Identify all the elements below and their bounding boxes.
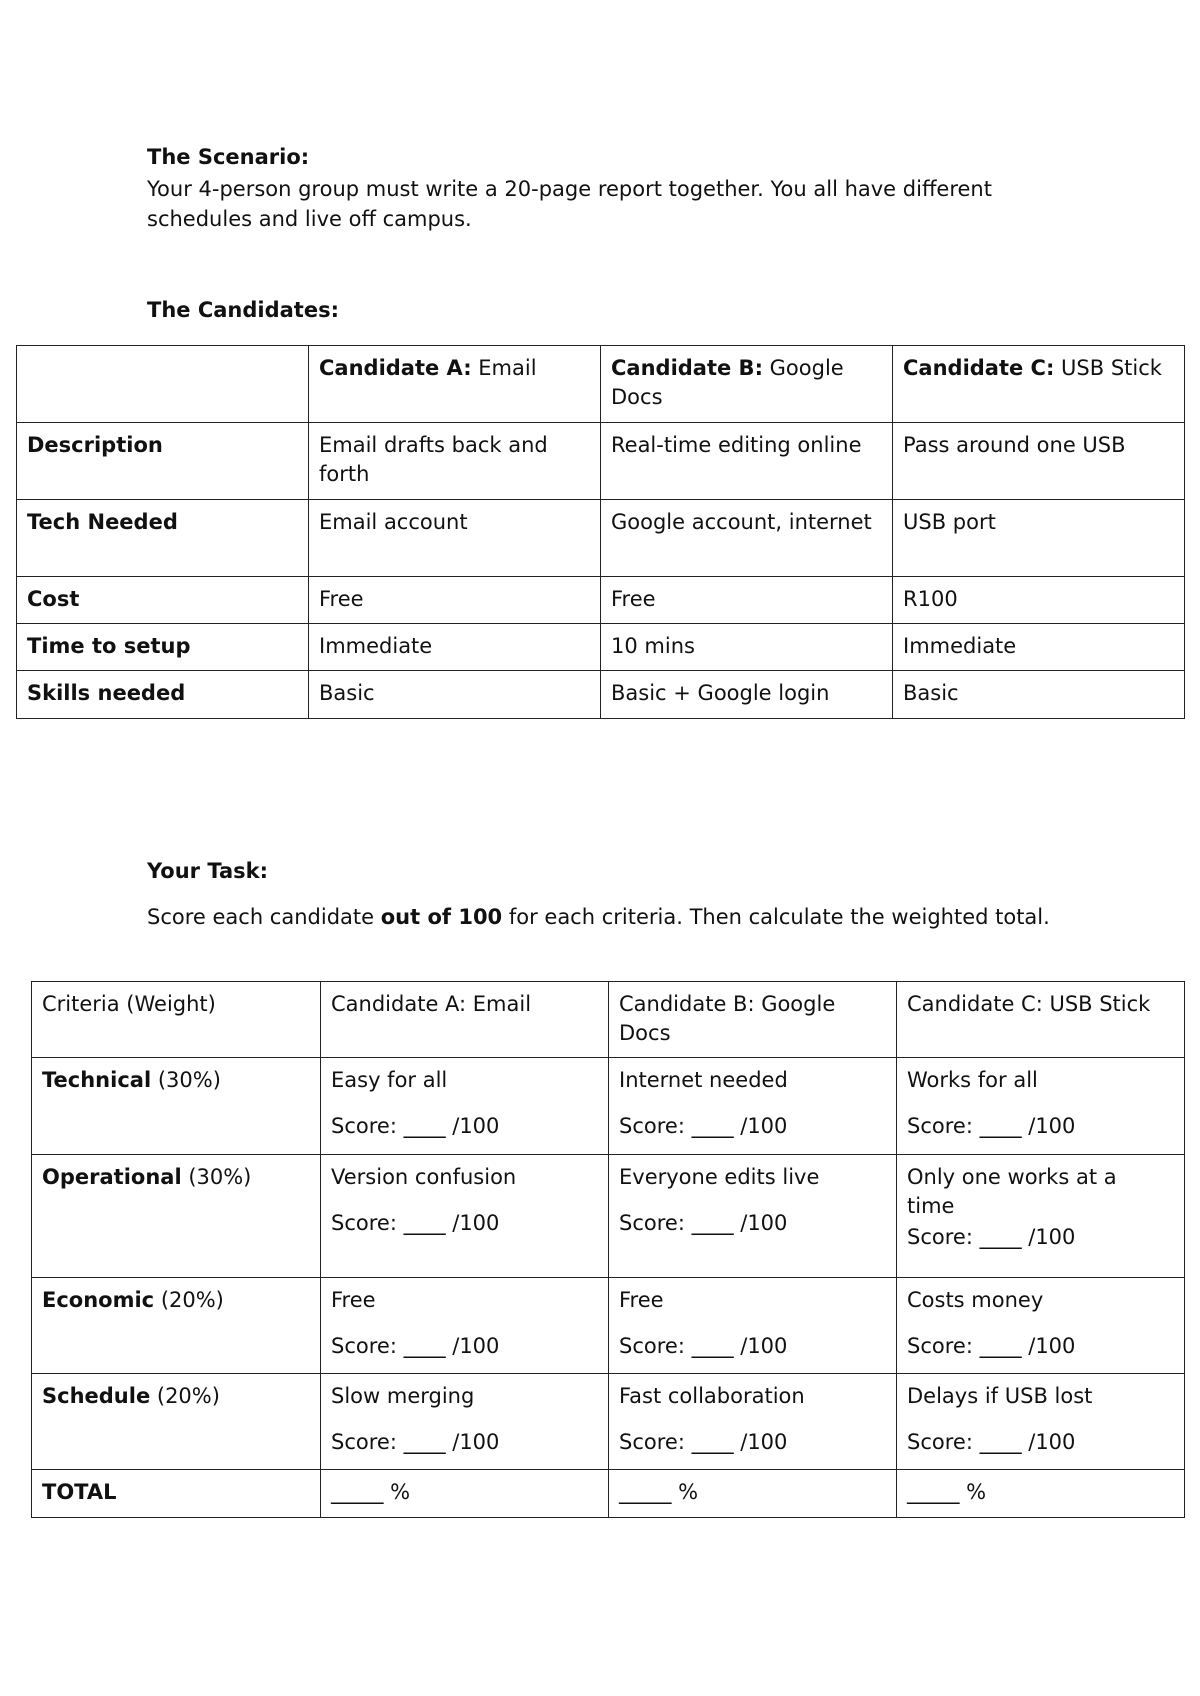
table-cell: Basic bbox=[893, 671, 1185, 719]
table-cell: Email drafts back and forth bbox=[309, 423, 601, 500]
task-heading: Your Task: bbox=[147, 859, 268, 883]
criteria-row bbox=[32, 1374, 1185, 1470]
task-text: Score each candidate out of 100 for each criteria. Then calculate the weighted total. bbox=[147, 905, 1050, 929]
table-cell: Immediate bbox=[893, 624, 1185, 671]
score-blank: Score: ____ /100 bbox=[907, 1114, 1076, 1138]
table-cell: 10 mins bbox=[601, 624, 893, 671]
row-label: Description bbox=[17, 423, 309, 500]
criteria-label: Operational (30%) bbox=[32, 1155, 321, 1278]
candidates-header-row bbox=[17, 346, 1185, 423]
scoring-header-cell: Criteria (Weight) bbox=[32, 982, 321, 1058]
scoring-header-cell: Candidate B: Google Docs bbox=[609, 982, 897, 1058]
score-cell: Version confusion Score: ____ /100 bbox=[321, 1155, 609, 1278]
table-cell: USB port bbox=[893, 500, 1185, 577]
table-row bbox=[17, 577, 1185, 624]
criteria-row bbox=[32, 1155, 1185, 1278]
scenario-text: Your 4-person group must write a 20-page report together. You all have different schedules and live off campus. bbox=[147, 177, 992, 231]
candidates-table bbox=[16, 345, 1185, 719]
row-label: Cost bbox=[17, 577, 309, 624]
table-cell: R100 bbox=[893, 577, 1185, 624]
criteria-row bbox=[32, 1058, 1185, 1155]
total-blank: _____ % bbox=[897, 1470, 1185, 1518]
criteria-row bbox=[32, 1278, 1185, 1374]
table-cell: Free bbox=[309, 577, 601, 624]
candidates-header-cell: Candidate B: Google Docs bbox=[601, 346, 893, 423]
score-cell: Works for all Score: ____ /100 bbox=[897, 1058, 1185, 1155]
score-blank: Score: ____ /100 bbox=[907, 1430, 1076, 1454]
table-cell: Real-time editing online bbox=[601, 423, 893, 500]
scoring-table bbox=[31, 981, 1185, 1518]
criteria-label: Technical (30%) bbox=[32, 1058, 321, 1155]
candidates-header-cell: Candidate A: Email bbox=[309, 346, 601, 423]
candidates-header-cell: Candidate C: USB Stick bbox=[893, 346, 1185, 423]
score-cell: Slow merging Score: ____ /100 bbox=[321, 1374, 609, 1470]
score-blank: Score: ____ /100 bbox=[619, 1334, 788, 1358]
table-row bbox=[17, 671, 1185, 719]
scenario-heading: The Scenario: bbox=[147, 145, 310, 169]
candidates-header-cell bbox=[17, 346, 309, 423]
score-blank: Score: ____ /100 bbox=[331, 1430, 500, 1454]
table-row bbox=[17, 624, 1185, 671]
score-blank: Score: ____ /100 bbox=[331, 1211, 500, 1235]
criteria-label: Schedule (20%) bbox=[32, 1374, 321, 1470]
candidates-heading: The Candidates: bbox=[147, 298, 339, 322]
table-cell: Basic + Google login bbox=[601, 671, 893, 719]
table-row bbox=[17, 423, 1185, 500]
score-cell: Free Score: ____ /100 bbox=[321, 1278, 609, 1374]
score-blank: Score: ____ /100 bbox=[907, 1225, 1076, 1249]
scoring-header-cell: Candidate A: Email bbox=[321, 982, 609, 1058]
score-blank: Score: ____ /100 bbox=[619, 1211, 788, 1235]
total-blank: _____ % bbox=[609, 1470, 897, 1518]
table-cell: Basic bbox=[309, 671, 601, 719]
score-cell: Free Score: ____ /100 bbox=[609, 1278, 897, 1374]
score-cell: Everyone edits live Score: ____ /100 bbox=[609, 1155, 897, 1278]
score-blank: Score: ____ /100 bbox=[619, 1114, 788, 1138]
table-cell: Google account, internet bbox=[601, 500, 893, 577]
table-cell: Immediate bbox=[309, 624, 601, 671]
score-blank: Score: ____ /100 bbox=[331, 1114, 500, 1138]
row-label: Skills needed bbox=[17, 671, 309, 719]
score-blank: Score: ____ /100 bbox=[907, 1334, 1076, 1358]
score-cell: Fast collaboration Score: ____ /100 bbox=[609, 1374, 897, 1470]
criteria-label: Economic (20%) bbox=[32, 1278, 321, 1374]
table-row bbox=[17, 500, 1185, 577]
row-label: Tech Needed bbox=[17, 500, 309, 577]
scoring-header-row bbox=[32, 982, 1185, 1058]
score-cell: Internet needed Score: ____ /100 bbox=[609, 1058, 897, 1155]
scoring-header-cell: Candidate C: USB Stick bbox=[897, 982, 1185, 1058]
total-blank: _____ % bbox=[321, 1470, 609, 1518]
score-cell: Delays if USB lost Score: ____ /100 bbox=[897, 1374, 1185, 1470]
row-label: Time to setup bbox=[17, 624, 309, 671]
score-blank: Score: ____ /100 bbox=[331, 1334, 500, 1358]
total-row bbox=[32, 1470, 1185, 1518]
table-cell: Email account bbox=[309, 500, 601, 577]
score-cell: Easy for all Score: ____ /100 bbox=[321, 1058, 609, 1155]
table-cell: Pass around one USB bbox=[893, 423, 1185, 500]
score-blank: Score: ____ /100 bbox=[619, 1430, 788, 1454]
table-cell: Free bbox=[601, 577, 893, 624]
total-label: TOTAL bbox=[32, 1470, 321, 1518]
score-cell: Only one works at a time Score: ____ /100 bbox=[897, 1155, 1185, 1278]
score-cell: Costs money Score: ____ /100 bbox=[897, 1278, 1185, 1374]
